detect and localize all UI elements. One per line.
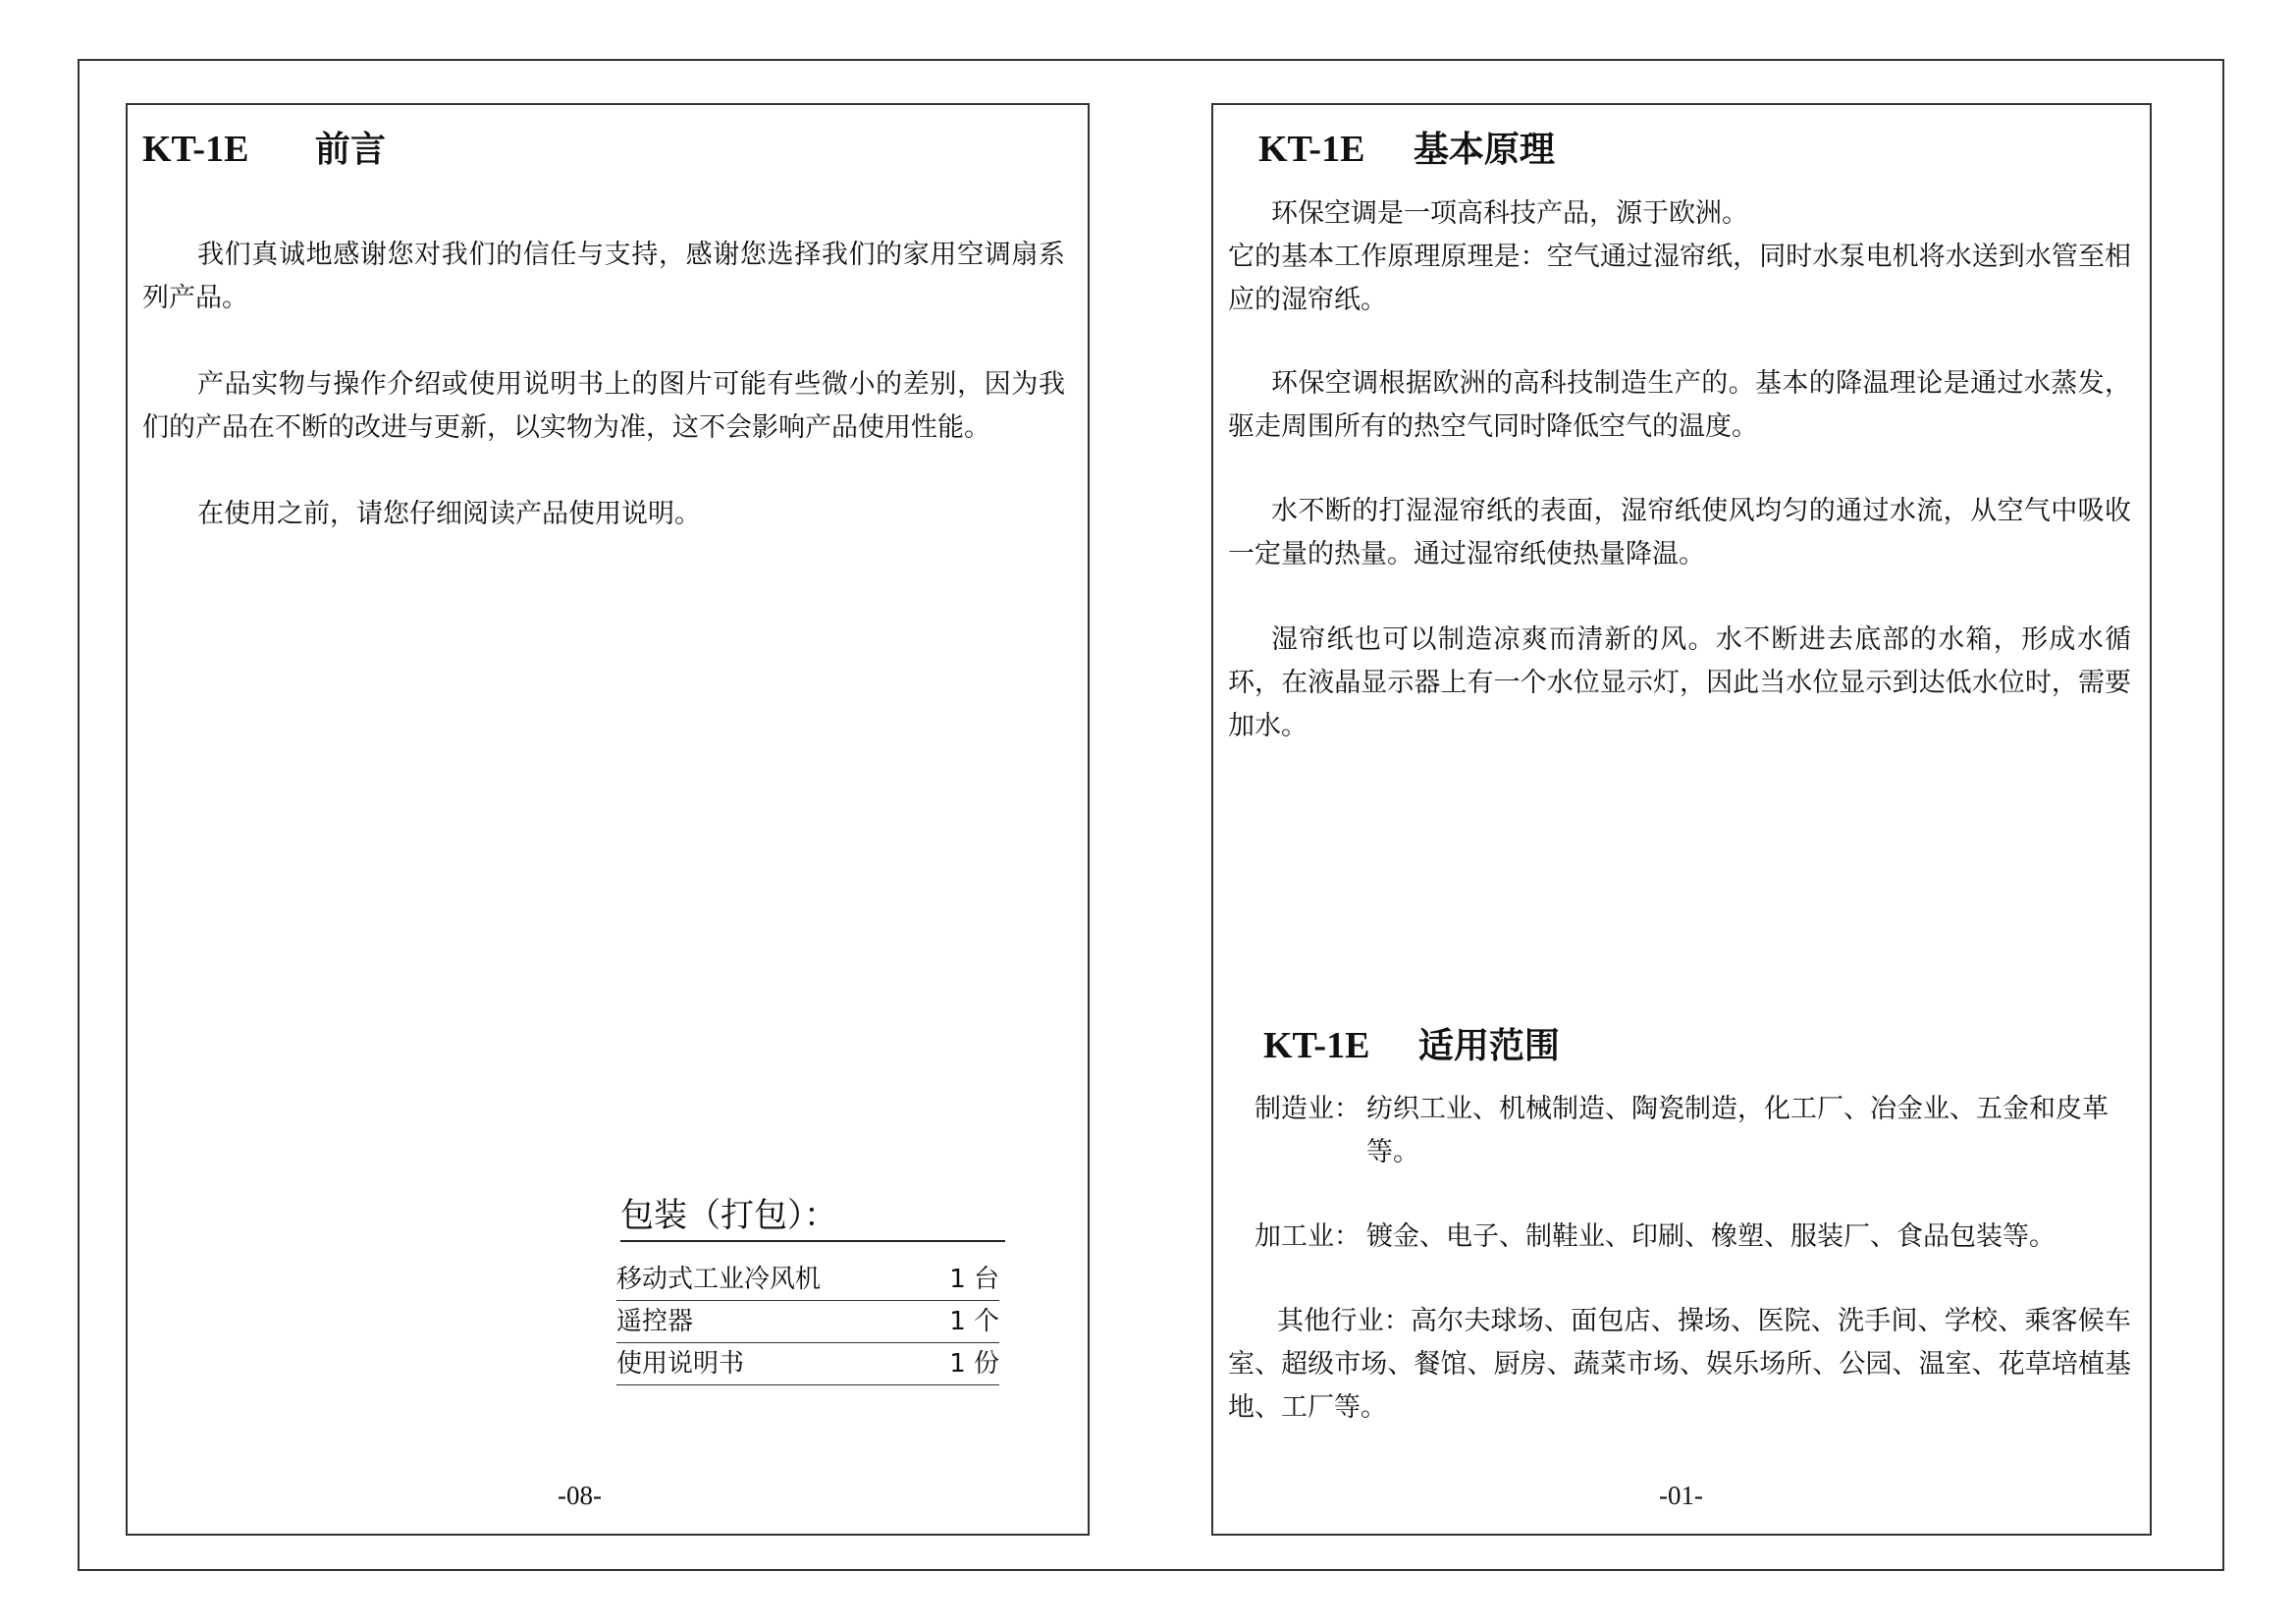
heading-title: 基本原理: [1413, 130, 1555, 170]
scope-row-manufacturing: [1255, 1088, 2138, 1176]
page-number: -08-: [558, 1481, 602, 1510]
principle-paragraph: 它的基本工作原理原理是：空气通过湿帘纸，同时水泵电机将水送到水管至相应的湿帘纸。: [1228, 242, 2131, 315]
heading-model-code: KT-1E: [1258, 129, 1365, 170]
scope-text: 纺织工业、机械制造、陶瓷制造，化工厂、冶金业、五金和皮革等。: [1366, 1094, 2109, 1167]
heading-title: 前言: [314, 130, 386, 170]
packing-row: [616, 1259, 999, 1301]
preface-paragraph: 在使用之前，请您仔细阅读产品使用说明。: [197, 499, 701, 529]
packing-title: 包装（打包）：: [620, 1193, 1005, 1242]
packing-item-name: 移动式工业冷风机: [616, 1265, 822, 1294]
packing-item-name: 遥控器: [616, 1307, 694, 1336]
packing-row: [616, 1301, 999, 1343]
preface-paragraph: 产品实物与操作介绍或使用说明书上的图片可能有些微小的差别，因为我们的产品在不断的改进与更新，以实物为准，这不会影响产品使用性能。: [142, 369, 1065, 443]
heading-title: 适用范围: [1417, 1026, 1560, 1066]
packing-item-qty: 1 台: [949, 1265, 999, 1294]
scope-label: 制造业：: [1255, 1094, 1361, 1124]
scope-text: 镀金、电子、制鞋业、印刷、橡塑、服装厂、食品包装等。: [1366, 1221, 2056, 1252]
scope-text: 高尔夫球场、面包店、操场、医院、洗手间、学校、乘客候车室、超级市场、餐馆、厨房、蔬菜市场、娱乐场所、公园、温室、花草培植基地、工厂等。: [1228, 1306, 2131, 1423]
preface-paragraph: 我们真诚地感谢您对我们的信任与支持，感谢您选择我们的家用空调扇系列产品。: [142, 240, 1065, 313]
principle-paragraph: 水不断的打湿湿帘纸的表面，湿帘纸使风均匀的通过水流，从空气中吸收一定量的热量。通过湿帘纸使热量降温。: [1228, 496, 2131, 569]
heading-model-code: KT-1E: [142, 129, 249, 170]
principle-paragraph: 环保空调是一项高科技产品，源于欧洲。: [1271, 198, 1748, 229]
scope-label: 其他行业：: [1277, 1306, 1411, 1336]
principle-paragraph: 环保空调根据欧洲的高科技制造生产的。基本的降温理论是通过水蒸发，驱走周围所有的热空气同时降低空气的温度。: [1228, 368, 2131, 442]
packing-item-qty: 1 份: [949, 1349, 999, 1379]
scope-row-other: [1228, 1300, 2131, 1430]
packing-row: [616, 1343, 999, 1385]
packing-item-name: 使用说明书: [616, 1349, 745, 1379]
principle-paragraph: 湿帘纸也可以制造凉爽而清新的风。水不断进去底部的水箱，形成水循环，在液晶显示器上有一个水位显示灯，因此当水位显示到达低水位时，需要加水。: [1228, 624, 2131, 741]
heading-model-code: KT-1E: [1263, 1025, 1370, 1066]
scope-heading: [1263, 1024, 1560, 1068]
principle-heading: [1258, 128, 1555, 172]
scope-row-processing: [1255, 1216, 2138, 1261]
scope-label: 加工业：: [1255, 1221, 1361, 1252]
packing-item-qty: 1 个: [949, 1307, 999, 1336]
preface-heading: [142, 128, 386, 172]
page-number: -01-: [1659, 1481, 1703, 1510]
